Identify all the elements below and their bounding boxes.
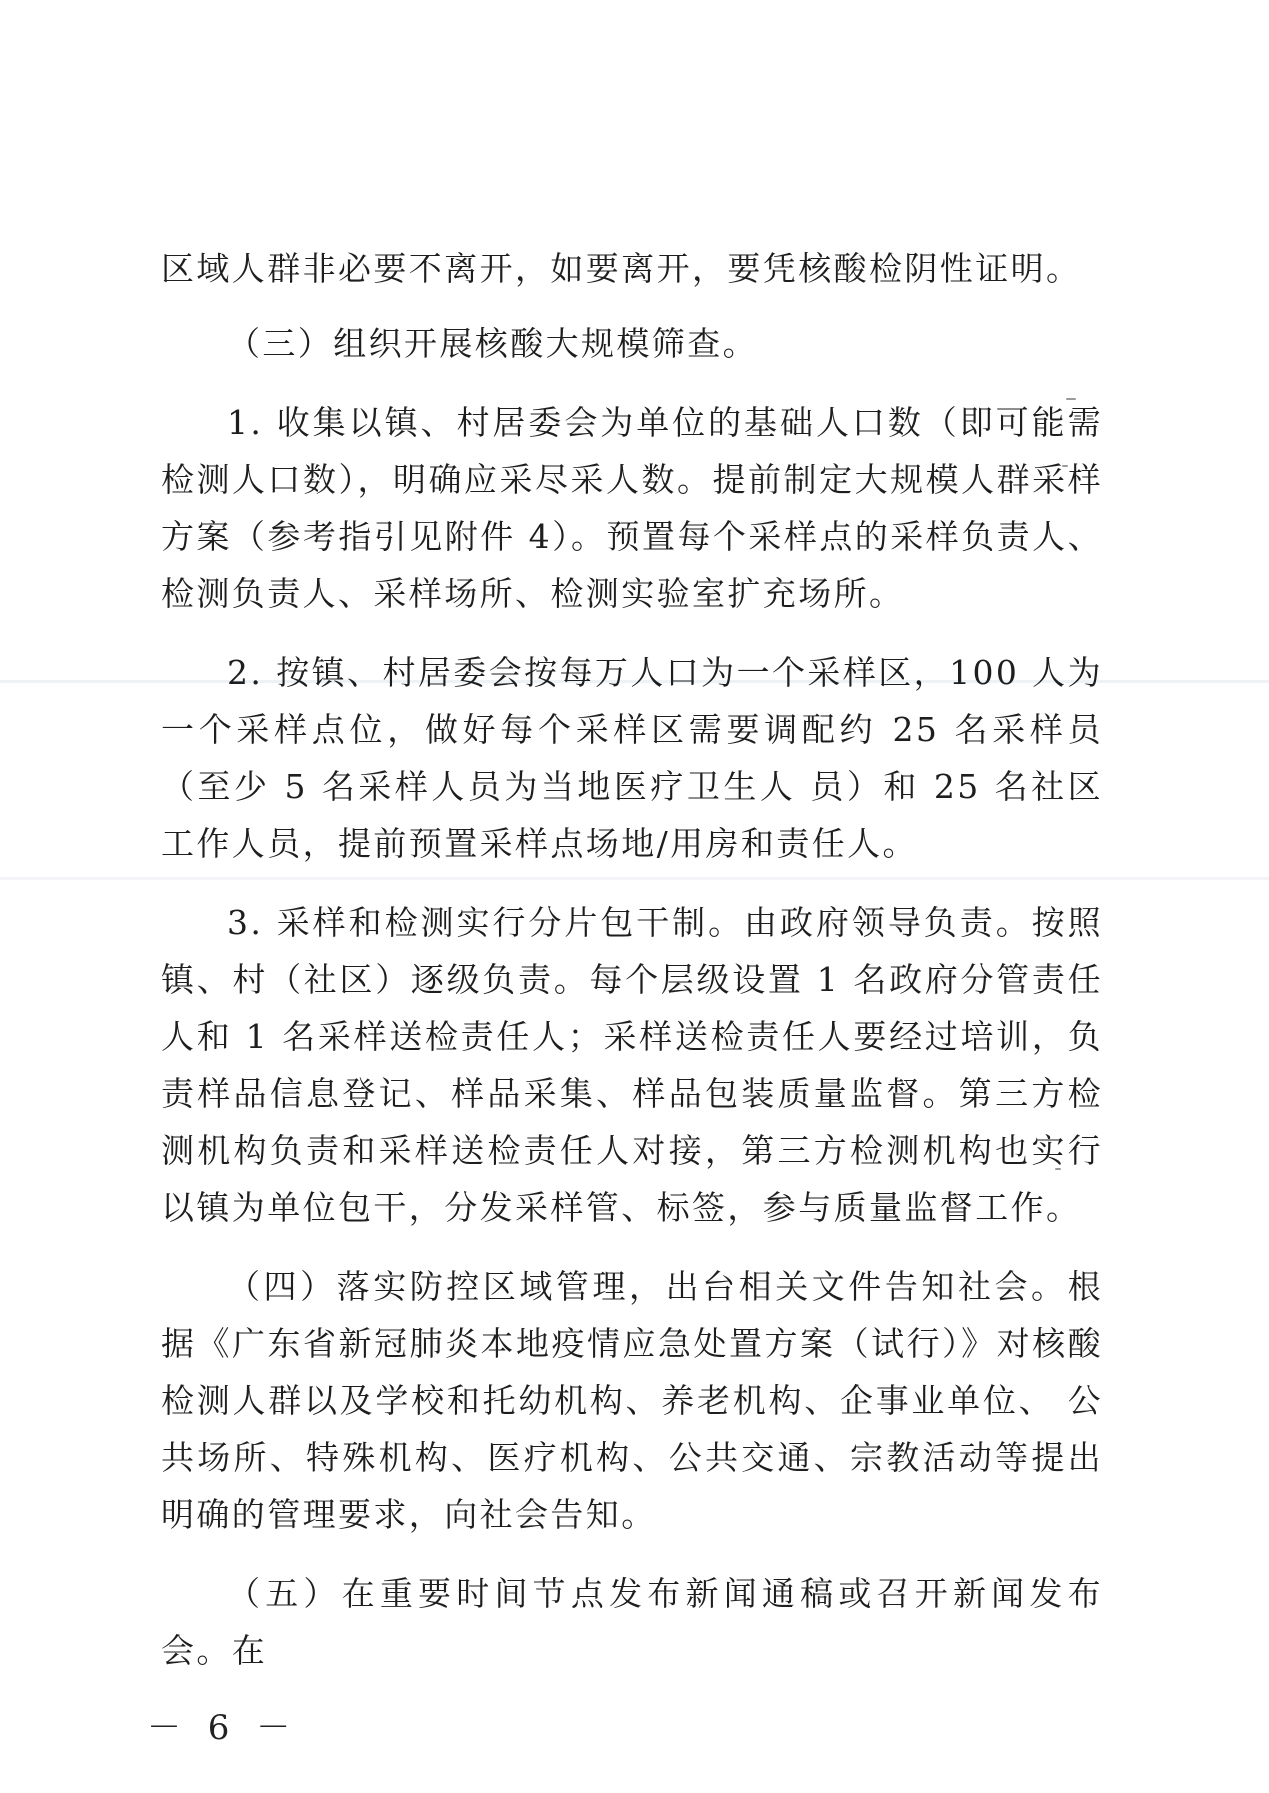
paragraph-item-2: 2. 按镇、村居委会按每万人口为一个采样区，100 人为一个采样点位，做好每个采样区需要调配约 25 名采样员（至少 5 名采样人员为当地医疗卫生人 员）和 25 名社区工作人员，提前预置采样点场地/用房和责任人。 bbox=[161, 653, 1103, 863]
page-number: － 6 － bbox=[147, 1708, 299, 1748]
section-paragraph-four: （四）落实防控区域管理，出台相关文件告知社会。根据《广东省新冠肺炎本地疫情应急处置方案（试行）》对核酸检测人群以及学校和托幼机构、养老机构、企事业单位、 公共场所、特殊机构、医疗机构、公共交通、宗教活动等提出明确的管理要求，向社会告知。 bbox=[161, 1267, 1103, 1534]
paragraph-item-3: 3. 采样和检测实行分片包干制。由政府领导负责。按照镇、村（社区）逐级负责。每个层级设置 1 名政府分管责任人和 1 名采样送检责任人；采样送检责任人要经过培训，负责样品信息登记、样品采集、样品包装质量监督。第三方检测机构负责和采样送检责任人对接，第三方检测机构也实行以镇为单位包干，分发采样管、标签，参与质量监督工作。 bbox=[161, 903, 1103, 1227]
paragraph-item-1: 1. 收集以镇、村居委会为单位的基础人口数（即可能需检测人口数），明确应采尽采人数。提前制定大规模人群采样方案（参考指引见附件 4）。预置每个采样点的采样负责人、检测负责人、采样场所、检测实验室扩充场所。 bbox=[161, 403, 1103, 613]
section-heading-three: （三）组织开展核酸大规模筛查。 bbox=[227, 324, 758, 363]
paragraph-continuation: 区域人群非必要不离开，如要离开，要凭核酸检阴性证明。 bbox=[161, 249, 1082, 288]
document-body bbox=[161, 240, 1103, 1701]
section-paragraph-five: （五）在重要时间节点发布新闻通稿或召开新闻发布会。在 bbox=[161, 1574, 1103, 1670]
